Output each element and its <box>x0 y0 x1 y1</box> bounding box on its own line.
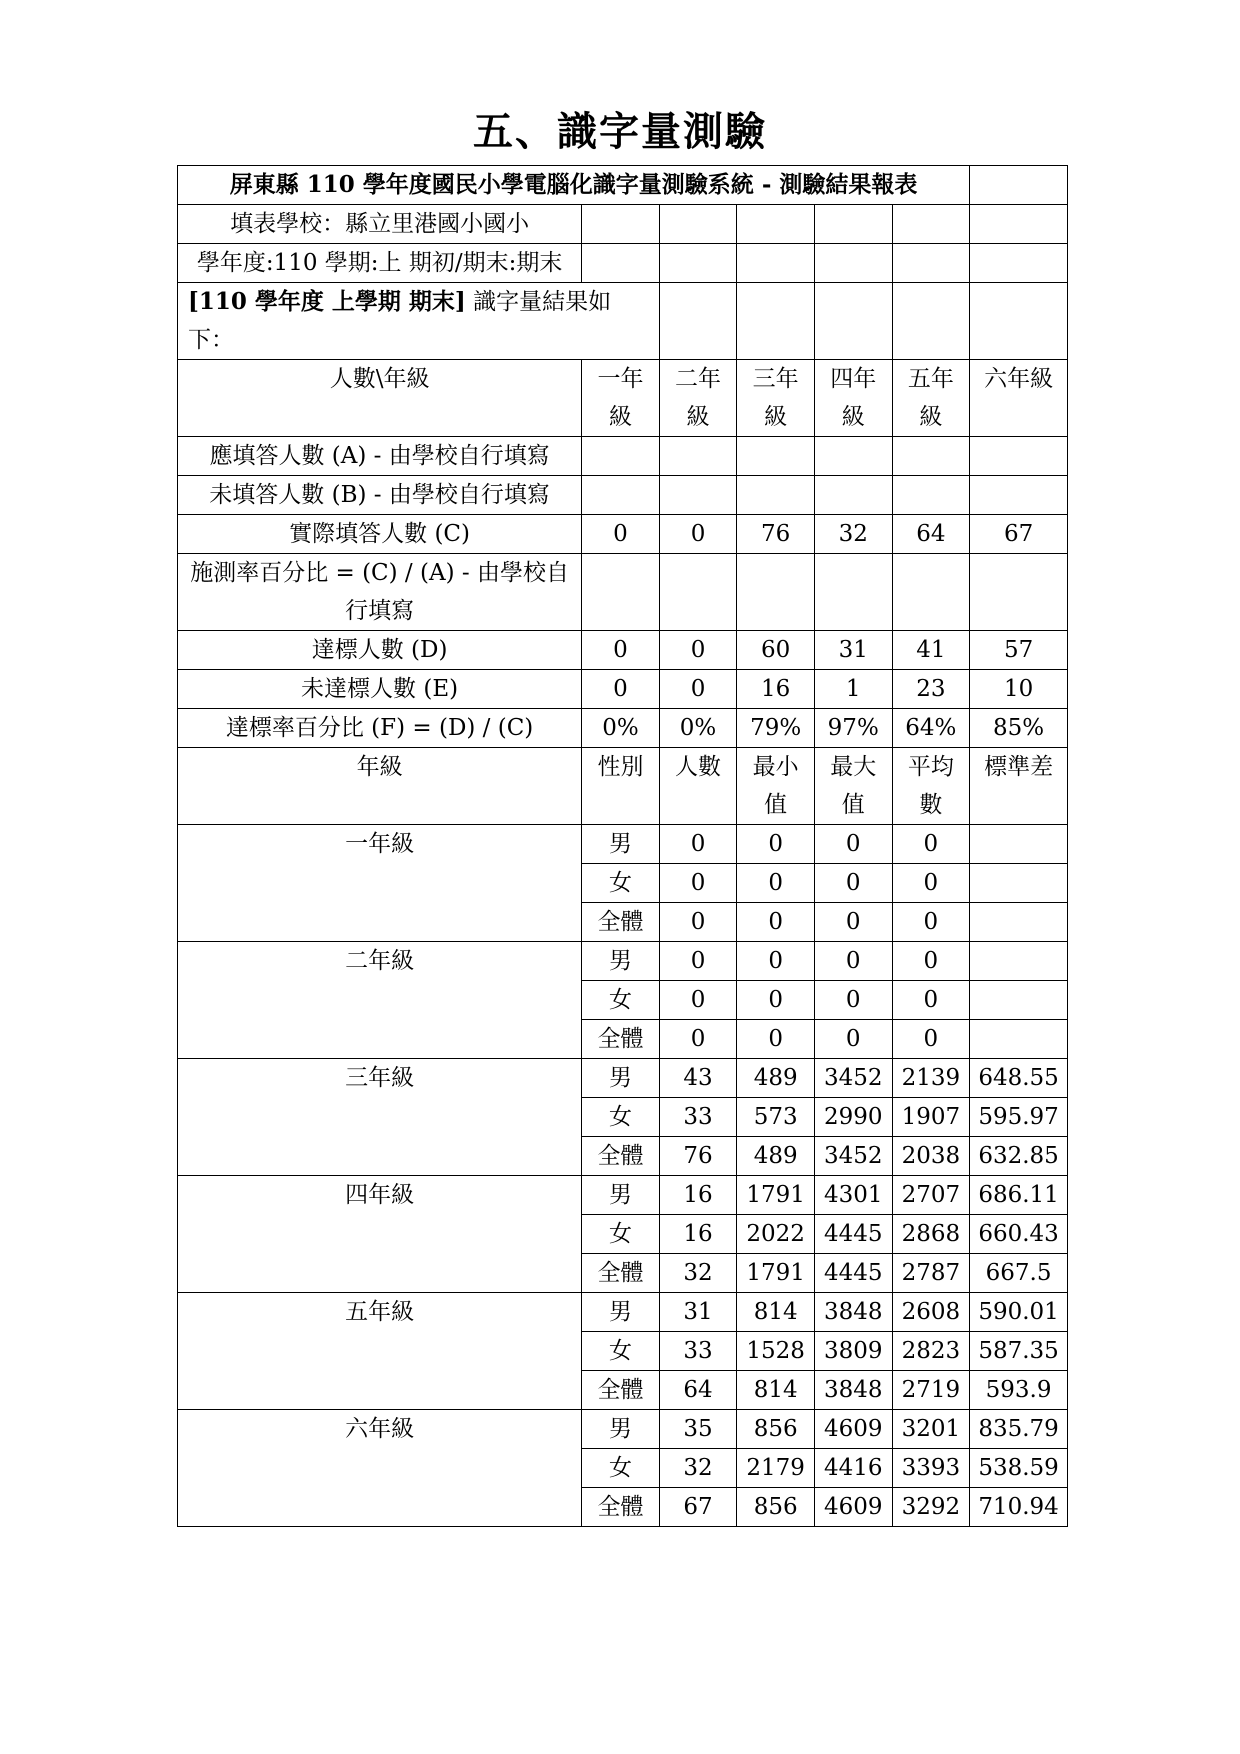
gender-cell: 女 <box>582 981 660 1020</box>
summary-value: 0 <box>659 670 737 709</box>
stat-value: 16 <box>659 1176 737 1215</box>
stat-value: 3393 <box>892 1449 970 1488</box>
summary-row <box>178 437 1068 476</box>
stat-value: 1528 <box>737 1332 815 1371</box>
stat-value: 4301 <box>814 1176 892 1215</box>
stats-header-cell: 性別 <box>582 748 660 825</box>
summary-value: 0% <box>659 709 737 748</box>
stat-value: 593.9 <box>970 1371 1068 1410</box>
gender-cell: 男 <box>582 1176 660 1215</box>
empty-cell <box>582 244 660 283</box>
stat-value <box>970 1020 1068 1059</box>
summary-value <box>659 437 737 476</box>
summary-value: 0 <box>659 515 737 554</box>
grade-name: 四年級 <box>178 1176 582 1293</box>
empty-cell <box>582 205 660 244</box>
stat-value: 587.35 <box>970 1332 1068 1371</box>
stats-row <box>178 1293 1068 1332</box>
summary-value: 31 <box>814 631 892 670</box>
stats-header-cell: 人數 <box>659 748 737 825</box>
summary-value: 0 <box>582 515 660 554</box>
empty-cell <box>892 283 970 360</box>
summary-row <box>178 670 1068 709</box>
summary-label: 達標率百分比 (F) = (D) / (C) <box>178 709 582 748</box>
stat-value: 1907 <box>892 1098 970 1137</box>
stat-value: 1791 <box>737 1176 815 1215</box>
gender-cell: 男 <box>582 1059 660 1098</box>
summary-header-cell: 一年級 <box>582 360 660 437</box>
stat-value: 35 <box>659 1410 737 1449</box>
stat-value: 648.55 <box>970 1059 1068 1098</box>
summary-value: 41 <box>892 631 970 670</box>
stat-value: 660.43 <box>970 1215 1068 1254</box>
grade-name: 三年級 <box>178 1059 582 1176</box>
stat-value: 0 <box>814 981 892 1020</box>
stat-value: 0 <box>737 903 815 942</box>
summary-label: 實際填答人數 (C) <box>178 515 582 554</box>
stat-value: 2608 <box>892 1293 970 1332</box>
stats-row <box>178 825 1068 864</box>
grade-name: 二年級 <box>178 942 582 1059</box>
stat-value: 0 <box>892 1020 970 1059</box>
summary-value: 76 <box>737 515 815 554</box>
summary-header-cell: 五年級 <box>892 360 970 437</box>
stat-value: 3809 <box>814 1332 892 1371</box>
summary-value <box>970 476 1068 515</box>
stat-value: 0 <box>814 942 892 981</box>
stat-value: 0 <box>737 825 815 864</box>
stat-value: 0 <box>659 1020 737 1059</box>
summary-header-cell: 四年級 <box>814 360 892 437</box>
stat-value: 33 <box>659 1098 737 1137</box>
stats-row <box>178 1410 1068 1449</box>
summary-value: 1 <box>814 670 892 709</box>
school-row <box>178 205 1068 244</box>
summary-value: 10 <box>970 670 1068 709</box>
stat-value: 0 <box>659 981 737 1020</box>
stat-value: 856 <box>737 1410 815 1449</box>
grade-name: 一年級 <box>178 825 582 942</box>
gender-cell: 全體 <box>582 1254 660 1293</box>
stat-value: 31 <box>659 1293 737 1332</box>
summary-value: 23 <box>892 670 970 709</box>
summary-value: 0 <box>582 631 660 670</box>
grade-name: 五年級 <box>178 1293 582 1410</box>
empty-cell <box>892 205 970 244</box>
result-line <box>178 283 660 360</box>
gender-cell: 女 <box>582 1215 660 1254</box>
stat-value <box>970 981 1068 1020</box>
stat-value: 710.94 <box>970 1488 1068 1527</box>
summary-value <box>970 554 1068 631</box>
summary-value: 67 <box>970 515 1068 554</box>
term-row <box>178 244 1068 283</box>
grade-name: 六年級 <box>178 1410 582 1527</box>
gender-cell: 女 <box>582 864 660 903</box>
stat-value: 2179 <box>737 1449 815 1488</box>
empty-cell <box>814 244 892 283</box>
gender-cell: 全體 <box>582 1137 660 1176</box>
result-rest: 識字量結果如下： <box>188 289 612 353</box>
term-line: 學年度:110 學期:上 期初/期末:期末 <box>178 244 582 283</box>
stat-value: 0 <box>659 942 737 981</box>
summary-value <box>582 554 660 631</box>
summary-value: 85% <box>970 709 1068 748</box>
summary-value <box>659 476 737 515</box>
empty-cell <box>659 244 737 283</box>
stat-value: 0 <box>892 825 970 864</box>
summary-header-cell: 三年級 <box>737 360 815 437</box>
stat-value: 4609 <box>814 1488 892 1527</box>
stats-header-cell: 標準差 <box>970 748 1068 825</box>
stat-value: 0 <box>892 864 970 903</box>
stat-value: 0 <box>814 1020 892 1059</box>
stat-value: 835.79 <box>970 1410 1068 1449</box>
empty-cell <box>970 244 1068 283</box>
stat-value: 0 <box>892 942 970 981</box>
summary-value: 64 <box>892 515 970 554</box>
summary-value: 0 <box>659 631 737 670</box>
stat-value: 2868 <box>892 1215 970 1254</box>
stat-value: 0 <box>892 903 970 942</box>
gender-cell: 女 <box>582 1449 660 1488</box>
stat-value: 43 <box>659 1059 737 1098</box>
stat-value: 2139 <box>892 1059 970 1098</box>
gender-cell: 男 <box>582 825 660 864</box>
stat-value: 2787 <box>892 1254 970 1293</box>
stats-header-cell: 最小值 <box>737 748 815 825</box>
stat-value: 0 <box>659 864 737 903</box>
stat-value: 2719 <box>892 1371 970 1410</box>
stat-value: 0 <box>737 864 815 903</box>
stat-value: 632.85 <box>970 1137 1068 1176</box>
summary-value: 60 <box>737 631 815 670</box>
empty-cell <box>970 205 1068 244</box>
stats-header-cell: 平均數 <box>892 748 970 825</box>
stat-value: 590.01 <box>970 1293 1068 1332</box>
summary-value <box>582 437 660 476</box>
stat-value: 0 <box>737 981 815 1020</box>
stat-value: 4445 <box>814 1215 892 1254</box>
summary-value <box>737 554 815 631</box>
summary-value: 0 <box>582 670 660 709</box>
stat-value: 4445 <box>814 1254 892 1293</box>
stat-value: 814 <box>737 1293 815 1332</box>
summary-header-cell: 人數\年級 <box>178 360 582 437</box>
stat-value: 3292 <box>892 1488 970 1527</box>
stat-value <box>970 942 1068 981</box>
summary-value <box>892 476 970 515</box>
stat-value: 2022 <box>737 1215 815 1254</box>
stat-value: 814 <box>737 1371 815 1410</box>
stats-header-cell: 最大值 <box>814 748 892 825</box>
empty-cell <box>814 283 892 360</box>
summary-label: 未達標人數 (E) <box>178 670 582 709</box>
empty-cell <box>892 244 970 283</box>
summary-value: 64% <box>892 709 970 748</box>
summary-header-row <box>178 360 1068 437</box>
stat-value: 0 <box>814 903 892 942</box>
stat-value: 3452 <box>814 1137 892 1176</box>
empty-cell <box>659 283 737 360</box>
stat-value: 3201 <box>892 1410 970 1449</box>
gender-cell: 全體 <box>582 1488 660 1527</box>
school-line: 填表學校：縣立里港國小國小 <box>178 205 582 244</box>
empty-cell <box>659 205 737 244</box>
stat-value: 32 <box>659 1449 737 1488</box>
stat-value: 0 <box>659 825 737 864</box>
gender-cell: 男 <box>582 942 660 981</box>
stat-value <box>970 864 1068 903</box>
empty-cell <box>737 283 815 360</box>
summary-value <box>737 437 815 476</box>
gender-cell: 女 <box>582 1098 660 1137</box>
summary-value <box>659 554 737 631</box>
stat-value: 32 <box>659 1254 737 1293</box>
summary-header-cell: 二年級 <box>659 360 737 437</box>
stat-value: 33 <box>659 1332 737 1371</box>
summary-row <box>178 554 1068 631</box>
stat-value: 2990 <box>814 1098 892 1137</box>
summary-value <box>814 476 892 515</box>
stat-value: 686.11 <box>970 1176 1068 1215</box>
summary-label: 施測率百分比 = (C) / (A) - 由學校自行填寫 <box>178 554 582 631</box>
summary-label: 未填答人數 (B) - 由學校自行填寫 <box>178 476 582 515</box>
stats-row <box>178 1176 1068 1215</box>
summary-row <box>178 709 1068 748</box>
stat-value: 0 <box>737 942 815 981</box>
stat-value: 489 <box>737 1137 815 1176</box>
summary-value <box>582 476 660 515</box>
summary-value: 16 <box>737 670 815 709</box>
stat-value <box>970 825 1068 864</box>
summary-row <box>178 515 1068 554</box>
empty-cell <box>814 205 892 244</box>
summary-value: 79% <box>737 709 815 748</box>
summary-value <box>892 437 970 476</box>
gender-cell: 男 <box>582 1410 660 1449</box>
stat-value: 573 <box>737 1098 815 1137</box>
stat-value: 0 <box>737 1020 815 1059</box>
stat-value: 1791 <box>737 1254 815 1293</box>
summary-label: 應填答人數 (A) - 由學校自行填寫 <box>178 437 582 476</box>
summary-row <box>178 476 1068 515</box>
summary-value <box>814 437 892 476</box>
result-bold: [110 學年度 上學期 期末] <box>188 288 466 315</box>
summary-header-cell: 六年級 <box>970 360 1068 437</box>
stat-value: 2038 <box>892 1137 970 1176</box>
stat-value: 64 <box>659 1371 737 1410</box>
summary-value <box>892 554 970 631</box>
summary-value: 57 <box>970 631 1068 670</box>
stat-value: 667.5 <box>970 1254 1068 1293</box>
summary-label: 達標人數 (D) <box>178 631 582 670</box>
stat-value: 538.59 <box>970 1449 1068 1488</box>
stats-header-row <box>178 748 1068 825</box>
summary-value: 0% <box>582 709 660 748</box>
stat-value: 856 <box>737 1488 815 1527</box>
summary-row <box>178 631 1068 670</box>
empty-cell <box>737 205 815 244</box>
stat-value: 489 <box>737 1059 815 1098</box>
summary-value: 97% <box>814 709 892 748</box>
summary-value <box>737 476 815 515</box>
empty-cell <box>970 166 1068 205</box>
stat-value: 4416 <box>814 1449 892 1488</box>
stat-value: 3452 <box>814 1059 892 1098</box>
stat-value: 0 <box>814 864 892 903</box>
stat-value: 0 <box>814 825 892 864</box>
gender-cell: 女 <box>582 1332 660 1371</box>
summary-value: 32 <box>814 515 892 554</box>
report-header-row <box>178 166 1068 205</box>
stat-value: 0 <box>659 903 737 942</box>
stat-value: 76 <box>659 1137 737 1176</box>
summary-value <box>970 437 1068 476</box>
stat-value: 2707 <box>892 1176 970 1215</box>
gender-cell: 全體 <box>582 1371 660 1410</box>
stat-value: 2823 <box>892 1332 970 1371</box>
result-row <box>178 283 1068 360</box>
stats-row <box>178 1059 1068 1098</box>
stat-value: 67 <box>659 1488 737 1527</box>
stat-value: 3848 <box>814 1293 892 1332</box>
summary-value <box>814 554 892 631</box>
stat-value: 3848 <box>814 1371 892 1410</box>
gender-cell: 男 <box>582 1293 660 1332</box>
stats-row <box>178 942 1068 981</box>
stat-value: 0 <box>892 981 970 1020</box>
empty-cell <box>970 283 1068 360</box>
empty-cell <box>737 244 815 283</box>
stat-value: 16 <box>659 1215 737 1254</box>
report-body <box>178 166 1068 1527</box>
stat-value: 595.97 <box>970 1098 1068 1137</box>
gender-cell: 全體 <box>582 903 660 942</box>
report-table <box>177 165 1068 1527</box>
gender-cell: 全體 <box>582 1020 660 1059</box>
stat-value: 4609 <box>814 1410 892 1449</box>
report-title: 屏東縣 110 學年度國民小學電腦化識字量測驗系統 - 測驗結果報表 <box>178 166 970 205</box>
page-title: 五、識字量測驗 <box>473 109 767 155</box>
stats-header-cell: 年級 <box>178 748 582 825</box>
stat-value <box>970 903 1068 942</box>
